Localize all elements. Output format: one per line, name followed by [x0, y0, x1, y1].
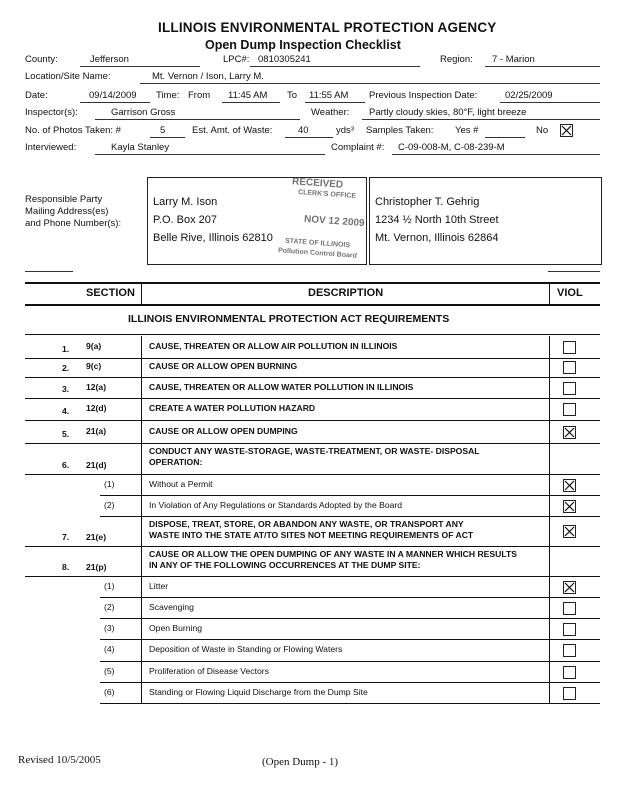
- violation-checkbox[interactable]: [563, 426, 576, 439]
- violation-checkbox[interactable]: [563, 382, 576, 395]
- row-description: Open Burning: [149, 623, 203, 633]
- row-description: CAUSE OR ALLOW OPEN BURNING: [149, 361, 298, 371]
- stamp-date: NOV 12 2009: [303, 213, 365, 230]
- party1-address: P.O. Box 207: [153, 214, 218, 226]
- row-description: Proliferation of Disease Vectors: [149, 666, 269, 676]
- act-requirements-title: ILLINOIS ENVIRONMENTAL PROTECTION ACT REQUIREMENTS: [128, 313, 450, 325]
- row-section: (4): [104, 644, 115, 654]
- row-number: 7.: [62, 532, 70, 542]
- from-label: From: [188, 90, 211, 101]
- row-number: 5.: [62, 429, 70, 439]
- party2-city: Mt. Vernon, Illinois 62864: [375, 232, 499, 244]
- stamp-clerk: CLERK'S OFFICE: [297, 188, 357, 201]
- row-section: (1): [104, 479, 115, 489]
- row-section: 21(p): [86, 562, 107, 572]
- agency-title: ILLINOIS ENVIRONMENTAL PROTECTION AGENCY: [158, 20, 497, 35]
- violation-checkbox[interactable]: [563, 500, 576, 513]
- row-number: 8.: [62, 562, 70, 572]
- row-section: 9(a): [86, 341, 102, 351]
- date-label: Date:: [25, 90, 48, 101]
- row-number: 6.: [62, 460, 70, 470]
- check-x-icon: [561, 125, 572, 136]
- row-description: CREATE A WATER POLLUTION HAZARD: [149, 403, 316, 413]
- row-description: CAUSE, THREATEN OR ALLOW WATER POLLUTION IN ILLINOIS: [149, 382, 414, 392]
- table-row: [100, 576, 600, 598]
- row-section: (5): [104, 666, 115, 676]
- responsible-label-1: Responsible Party: [25, 194, 103, 205]
- stamp-state: STATE OF ILLINOIS: [284, 237, 351, 250]
- row-description: Litter: [149, 581, 169, 591]
- row-section: (6): [104, 687, 115, 697]
- lpc-label: LPC#:: [223, 54, 250, 65]
- row-section: (3): [104, 623, 115, 633]
- samples-no-label: No: [536, 125, 549, 136]
- lpc-value[interactable]: 0810305241: [258, 54, 311, 65]
- waste-amount-value[interactable]: 40: [298, 125, 309, 136]
- row-section: 21(a): [86, 426, 107, 436]
- location-label: Location/Site Name:: [25, 71, 111, 82]
- waste-unit: yds³: [336, 125, 354, 136]
- samples-yes-label: Yes #: [455, 125, 479, 136]
- violation-checkbox[interactable]: [563, 602, 576, 615]
- party1-city: Belle Rive, Illinois 62810: [153, 232, 273, 244]
- stamp-board: Pollution Control Board: [277, 247, 358, 260]
- row-description: In Violation of Any Regulations or Standards Adopted by the Board: [149, 500, 403, 510]
- row-description: CAUSE OR ALLOW OPEN DUMPING: [149, 426, 298, 436]
- county-label: County:: [25, 54, 58, 65]
- row-description-line2: WASTE INTO THE STATE AT/TO SITES NOT MEETING REQUIREMENTS OF ACT: [149, 530, 474, 540]
- row-number: 1.: [62, 344, 70, 354]
- photos-label: No. of Photos Taken: #: [25, 125, 121, 136]
- page-label: (Open Dump - 1): [262, 756, 339, 768]
- row-number: 3.: [62, 384, 70, 394]
- violation-checkbox[interactable]: [563, 644, 576, 657]
- date-value[interactable]: 09/14/2009: [89, 90, 137, 101]
- responsible-label-2: Mailing Address(es): [25, 206, 109, 217]
- row-section: 21(e): [86, 532, 107, 542]
- row-description: Deposition of Waste in Standing or Flowing Waters: [149, 644, 343, 654]
- weather-label: Weather:: [311, 107, 350, 118]
- location-value[interactable]: Mt. Vernon / Ison, Larry M.: [152, 71, 264, 82]
- violation-checkbox[interactable]: [563, 581, 576, 594]
- violation-checkbox[interactable]: [563, 525, 576, 538]
- col-description-header: DESCRIPTION: [308, 287, 384, 299]
- violation-checkbox[interactable]: [563, 403, 576, 416]
- violation-checkbox[interactable]: [563, 361, 576, 374]
- row-section: 12(a): [86, 382, 107, 392]
- samples-label: Samples Taken:: [366, 125, 434, 136]
- party2-name: Christopher T. Gehrig: [375, 196, 480, 208]
- row-number: 2.: [62, 363, 70, 373]
- inspectors-value[interactable]: Garrison Gross: [111, 107, 176, 118]
- weather-value[interactable]: Partly cloudy skies, 80°F, light breeze: [369, 107, 527, 118]
- complaint-label: Complaint #:: [331, 142, 385, 153]
- to-label: To: [287, 90, 298, 101]
- col-viol-header: VIOL: [557, 287, 583, 299]
- row-section: 21(d): [86, 460, 107, 470]
- table-row: [25, 420, 600, 444]
- row-description: CAUSE, THREATEN OR ALLOW AIR POLLUTION IN ILLINOIS: [149, 341, 398, 351]
- row-number: 4.: [62, 406, 70, 416]
- row-description-line2: IN ANY OF THE FOLLOWING OCCURRENCES AT THE DUMP SITE:: [149, 560, 421, 570]
- interviewed-value[interactable]: Kayla Stanley: [111, 142, 170, 153]
- form-title: Open Dump Inspection Checklist: [205, 38, 401, 52]
- row-description: Standing or Flowing Liquid Discharge from the Dump Site: [149, 687, 368, 697]
- previous-inspection-value[interactable]: 02/25/2009: [505, 90, 553, 101]
- violation-checkbox[interactable]: [563, 341, 576, 354]
- region-label: Region:: [440, 54, 473, 65]
- inspectors-label: Inspector(s):: [25, 107, 78, 118]
- violation-checkbox[interactable]: [563, 687, 576, 700]
- col-section-header: SECTION: [86, 287, 135, 299]
- county-value[interactable]: Jefferson: [90, 54, 129, 65]
- row-section: 9(c): [86, 361, 102, 371]
- interviewed-label: Interviewed:: [25, 142, 77, 153]
- violation-checkbox[interactable]: [563, 666, 576, 679]
- violation-checkbox[interactable]: [563, 479, 576, 492]
- stamp-received: RECEIVED: [291, 176, 344, 191]
- row-description: Without a Permit: [149, 479, 213, 489]
- row-description-line1: DISPOSE, TREAT, STORE, OR ABANDON ANY WASTE, OR TRANSPORT ANY: [149, 519, 464, 529]
- row-section: (2): [104, 602, 115, 612]
- violation-checkbox[interactable]: [563, 623, 576, 636]
- table-row: [25, 357, 600, 378]
- responsible-label-3: and Phone Number(s):: [25, 218, 122, 229]
- check-x-icon: [564, 501, 575, 512]
- row-section: (1): [104, 581, 115, 591]
- row-section: 12(d): [86, 403, 107, 413]
- row-description: Scavenging: [149, 602, 194, 612]
- previous-inspection-label: Previous Inspection Date:: [369, 90, 478, 101]
- check-x-icon: [564, 526, 575, 537]
- time-label: Time:: [156, 90, 180, 101]
- party2-address: 1234 ½ North 10th Street: [375, 214, 499, 226]
- samples-no-checkbox[interactable]: [560, 124, 573, 137]
- check-x-icon: [564, 427, 575, 438]
- photos-value[interactable]: 5: [160, 125, 166, 136]
- party1-name: Larry M. Ison: [153, 196, 218, 208]
- region-value[interactable]: 7 - Marion: [492, 54, 535, 65]
- row-description-line1: CONDUCT ANY WASTE-STORAGE, WASTE-TREATMENT, OR WASTE- DISPOSAL: [149, 446, 480, 456]
- check-x-icon: [564, 582, 575, 593]
- row-description-line1: CAUSE OR ALLOW THE OPEN DUMPING OF ANY WASTE IN A MANNER WHICH RESULTS: [149, 549, 517, 559]
- check-x-icon: [564, 480, 575, 491]
- revised-date: Revised 10/5/2005: [18, 754, 101, 766]
- waste-amount-label: Est. Amt. of Waste:: [192, 125, 273, 136]
- to-value[interactable]: 11:55 AM: [309, 90, 349, 101]
- from-value[interactable]: 11:45 AM: [228, 90, 268, 101]
- row-section: (2): [104, 500, 115, 510]
- complaint-value[interactable]: C-09-008-M, C-08-239-M: [398, 142, 505, 153]
- row-description-line2: OPERATION:: [149, 457, 203, 467]
